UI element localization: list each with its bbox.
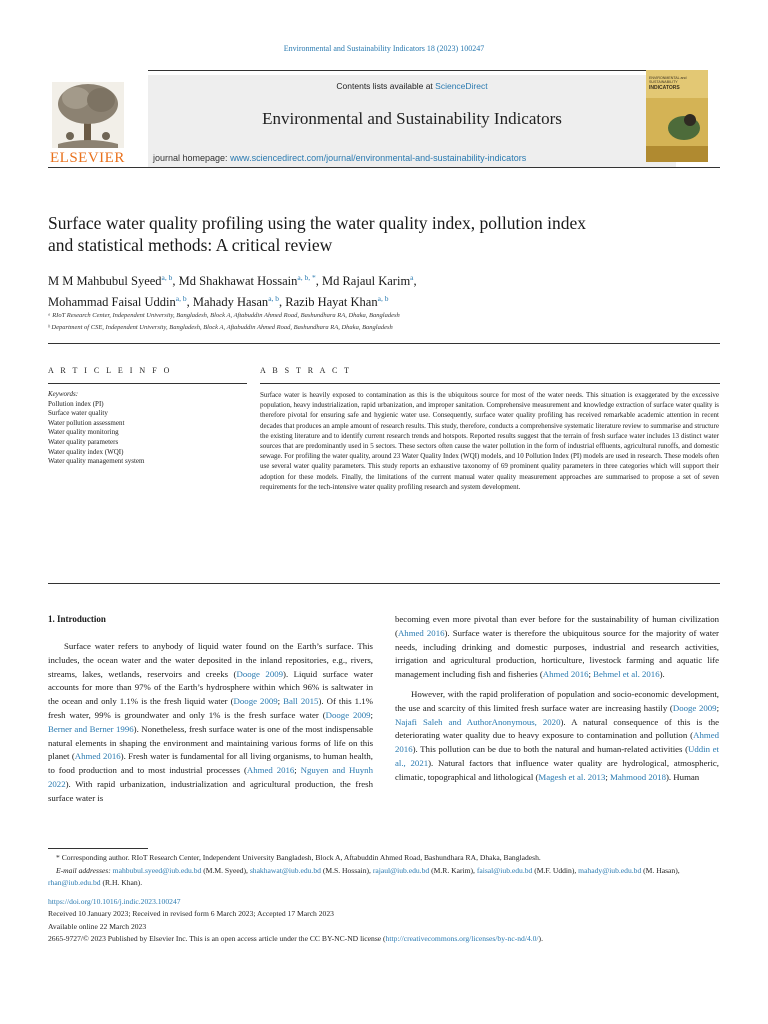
citation-link[interactable]: Ahmed 2016: [74, 751, 121, 762]
author-list: M M Mahbubul Syeed$^{a, b}$, Md Shakhawat Hossain$^{a, b, *}$, Md Rajaul Karim$^a$, Mohammad Faisal Uddin$^{a, b}$, Mahady Hasan$^{a, b}$, Razib Hayat Khan$^{a, b}$: [48, 273, 417, 310]
text-run: ).: [659, 669, 665, 680]
citation-link[interactable]: Ahmed 2016: [246, 765, 295, 776]
author-name: M M Mahbubul Syeed: [48, 274, 162, 289]
section-heading-introduction: 1. Introduction: [48, 614, 106, 624]
header-divider: [48, 343, 720, 344]
email-link[interactable]: rajaul@iub.edu.bd: [372, 865, 430, 875]
body-column-right: [395, 613, 719, 785]
citation-link[interactable]: Ahmed 2016: [395, 730, 719, 755]
sciencedirect-link[interactable]: ScienceDirect: [435, 81, 488, 91]
masthead-bottom-rule: [48, 167, 720, 168]
keyword-item: Water quality index (WQI): [48, 447, 124, 456]
author-name: Md Shakhawat Hossain: [178, 274, 298, 289]
email-owner: (M.M. Syeed),: [201, 865, 250, 875]
license-link[interactable]: http://creativecommons.org/licenses/by-nc-nd/4.0/: [385, 934, 539, 943]
citation-link[interactable]: Najafi Saleh and AuthorAnonymous, 2020: [395, 716, 561, 727]
text-run: ). This pollution can be due to both the natural and human-related activities (: [412, 744, 689, 755]
footnotes: [48, 852, 720, 946]
author-affiliation-link[interactable]: a, b, *: [297, 273, 316, 282]
citation-link[interactable]: Berner and Berner 1996: [48, 723, 134, 734]
email-owner: (M.F. Uddin),: [532, 865, 579, 875]
article-info-heading: A R T I C L E I N F O: [48, 366, 172, 375]
paragraph: [48, 640, 373, 806]
citation-link[interactable]: Ahmed 2016: [542, 669, 589, 680]
text-run: ;: [716, 702, 720, 713]
paragraph: [395, 613, 719, 682]
text-run: ). Surface water is therefore the ubiquitous source for the majority of water needs, including drinking and domestic purposes, industrial and research activities, irrigation and agricultural production, horticulture, livestock farming and aquatic life management including fish and fisheries (: [395, 627, 719, 680]
email-addresses: [48, 865, 720, 890]
keyword-item: Water quality management system: [48, 457, 145, 466]
keyword-item: Water quality monitoring: [48, 428, 119, 437]
author-name: Mohammad Faisal Uddin: [48, 295, 176, 310]
keyword-item: Pollution index (PI): [48, 399, 104, 408]
email-link[interactable]: faisal@iub.edu.bd: [476, 865, 533, 875]
citation-link[interactable]: Dooge 2009: [233, 696, 278, 707]
contents-prefix: Contents lists available at: [336, 81, 436, 91]
online-date: Available online 22 March 2023: [48, 921, 147, 931]
author-affiliation-link[interactable]: a, b: [377, 294, 389, 304]
citation-link[interactable]: Dooge 2009: [325, 709, 371, 720]
masthead-band: [148, 75, 676, 167]
keywords-label: Keywords:: [48, 390, 79, 398]
cover-title-2: INDICATORS: [649, 85, 680, 91]
citation-link[interactable]: Behmel et al. 2016: [593, 669, 660, 680]
text-run: Surface water refers to anybody of liquid water found on the Earth’s surface. This includes, the ocean water and the water deposited in the inland repositories, e.g., rivers, streams, lakes, wetlands, reservoirs and creeks (: [48, 641, 373, 679]
contents-available-line: [148, 81, 676, 91]
email-owner: (M.R. Karim),: [429, 865, 477, 875]
text-run: However, with the rapid proliferation of population and socio-economic development, the use and scarcity of this limited fresh surface water are increasing hastily (: [395, 688, 719, 713]
journal-masthead: [48, 70, 720, 168]
email-owner: (M.S. Hossain),: [320, 865, 373, 875]
text-run: ). Fresh water is fundamental for all living organisms, to human health, to food production and to most industrial processes (: [48, 751, 373, 776]
journal-name: Environmental and Sustainability Indicators: [262, 109, 562, 128]
paragraph: [395, 688, 719, 785]
body-column-left: [48, 640, 373, 806]
citation-link[interactable]: Dooge 2009: [236, 668, 284, 679]
author-affiliation-link[interactable]: a: [410, 273, 414, 282]
homepage-label: journal homepage:: [153, 153, 231, 163]
author-affiliation-link[interactable]: a, b: [268, 294, 280, 304]
publisher-wordmark: ELSEVIER: [50, 150, 125, 166]
keyword-item: Water pollution assessment: [48, 418, 125, 427]
article-title: Surface water quality profiling using the water quality index, pollution index and statistical methods: A critical review: [48, 213, 586, 255]
text-run: ). Human: [665, 771, 700, 782]
homepage-link[interactable]: www.sciencedirect.com/journal/environmental-and-sustainability-indicators: [230, 153, 527, 163]
email-list: [48, 866, 680, 888]
author-affiliation-link[interactable]: a, b: [161, 273, 173, 282]
abstract-text: Surface water is heavily exposed to contamination as this is the ubiquitous source for most of the water needs. This situation is exaggerated by the excessive population, heavy industrialization, rapid urbanization, and improper sanitation. Comprehensive measurement and knowledge extraction of surface water quality is therefore pivotal for ensuring safe and hygienic water use. Consequently, surface water quality profiling has received remarkable academic attention in recent decades that produces an ample amount of research results. This study, therefore, conducts a comprehensive systematic literature review to summarise and structure the existing literature and to identify current research trends and hotspots. Reported results suggest that the terrain of fresh surface water includes 13 distinct water sources that are predominantly used in 5 sectors. These sectors often cause the water pollution in the form of industrial effluents, agricultural runoffs, and domestic sewage. For profiling the water quality, around 23 Water Quality Index (WQI) models, and 10 Pollution Index (PI) models are used in research. These models often use several water quality parameters. This study reports an exhaustive taxonomy of 69 prominent quality parameters in three categories which will support their adoption for these models. Finally, the limitations of the current manual water quality measurement approaches are summarised to propose a set of seven requirements for the tech-intensive water quality profiling research and system development.: [260, 391, 719, 491]
text-run: ). Liquid surface water accounts for more than 97% of the Earth’s hydrosphere within which 96% is saltwater in the ocean and only 1.1% is the fresh liquid water (: [48, 668, 373, 707]
citation-link[interactable]: Nguyen and Huynh 2022: [48, 765, 373, 789]
citation-link[interactable]: Uddin et al., 2021: [395, 744, 719, 768]
citation-link[interactable]: Magesh et al. 2013: [538, 771, 606, 782]
text-run: ;: [588, 669, 594, 680]
email-owner: (M. Hasan),: [641, 865, 680, 875]
text-run: ;: [370, 709, 373, 720]
abstract-heading: A B S T R A C T: [260, 366, 352, 375]
journal-citation[interactable]: Environmental and Sustainability Indicators 18 (2023) 100247: [283, 44, 485, 53]
citation-link[interactable]: Dooge 2009: [672, 702, 717, 713]
journal-homepage-line: [153, 153, 526, 163]
footnote-rule: [48, 848, 148, 849]
keywords-block: [48, 390, 248, 467]
corresponding-author-note: * Corresponding author. RIoT Research Center, Independent University Bangladesh, Block A, Aftabuddin Ahmed Road, Bashundhara RA, Dhaka, Bangladesh.: [56, 853, 541, 862]
keyword-item: Water quality parameters: [48, 437, 119, 446]
text-run: ;: [294, 765, 301, 776]
text-run: ). A natural consequence of this is the deteriorating water quality due to heavy exposure to contamination and pollution (: [395, 716, 719, 741]
text-run: ). Nonetheless, fresh surface water is one of the most indispensable natural elements in shaping the environment and maintaining various forms of life on this planet (: [48, 723, 374, 762]
affiliation-a: ᵃ RIoT Research Center, Independent University, Bangladesh, Block A, Aftabuddin Ahmed Road, Bashundhara RA, Dhaka, Bangladesh: [48, 312, 400, 319]
cover-title-1: ENVIRONMENTAL and SUSTAINABILITY: [649, 76, 687, 84]
author-name: Md Rajaul Karim: [321, 274, 411, 289]
citation-link[interactable]: Ball 2015: [283, 696, 319, 707]
affiliation-b: ᵇ Department of CSE, Independent University, Bangladesh, Block A, Aftabuddin Ahmed Road, Bashundhara RA, Dhaka, Bangladesh: [48, 324, 393, 331]
abstract-rule: [260, 383, 720, 384]
masthead-top-rule: [148, 70, 676, 71]
text-run: ). With rapid urbanization, industrialization and agricultural production, the fresh surface water is: [48, 778, 373, 803]
text-run: becoming even more pivotal than ever before for the sustainability of human civilization (: [395, 614, 719, 638]
author-affiliation-link[interactable]: a, b: [175, 294, 187, 304]
received-dates: Received 10 January 2023; Received in revised form 6 March 2023; Accepted 17 March 2023: [48, 909, 334, 918]
keyword-item: Surface water quality: [48, 409, 108, 418]
email-owner: (R.H. Khan).: [100, 878, 143, 887]
citation-link[interactable]: Ahmed 2016: [397, 627, 445, 638]
license-suffix: ).: [538, 934, 543, 943]
email-label: E-mail addresses:: [56, 865, 111, 875]
text-run: ). Natural factors that influence water quality are hydrological, atmospheric, climatic, topographical and lithological (: [395, 757, 719, 782]
doi-link[interactable]: https://doi.org/10.1016/j.indic.2023.100247: [48, 896, 181, 906]
email-link[interactable]: mahady@iub.edu.bd: [578, 865, 642, 875]
author-name: Razib Hayat Khan: [285, 295, 378, 310]
license-text: 2665-9727/© 2023 Published by Elsevier Inc. This is an open access article under the CC BY-NC-ND license (: [48, 934, 386, 943]
journal-cover-thumbnail[interactable]: [646, 70, 708, 162]
citation-link[interactable]: Mahmood 2018: [610, 771, 666, 782]
author-name: Mahady Hasan: [192, 295, 269, 310]
article-info-rule: [48, 383, 247, 384]
license-line: [48, 933, 720, 946]
text-run: ). Of this 1.1% fresh water, 99% is groundwater and only 1% is the fresh surface water (: [48, 696, 374, 720]
text-run: ;: [605, 771, 611, 782]
email-link[interactable]: mahbubul.syeed@iub.edu.bd: [112, 865, 202, 875]
abstract-divider: [48, 583, 720, 584]
email-link[interactable]: shakhawat@iub.edu.bd: [249, 865, 321, 875]
text-run: ;: [277, 696, 284, 707]
email-link[interactable]: rhan@iub.edu.bd: [48, 878, 101, 887]
